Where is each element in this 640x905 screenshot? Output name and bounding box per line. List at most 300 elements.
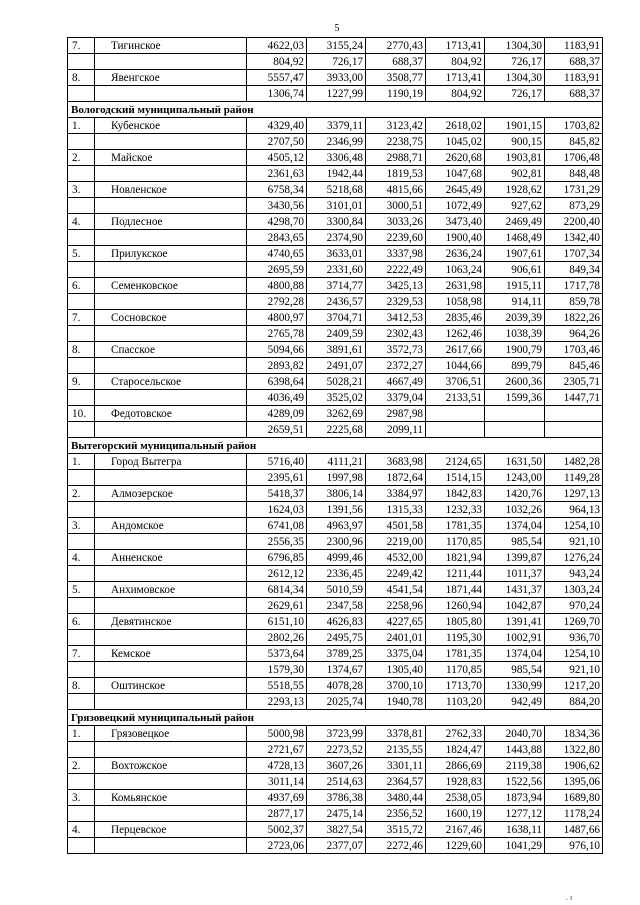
value-cell: 1907,61 [485,246,545,262]
value-cell: 1045,02 [426,134,485,150]
value-cell: 3714,77 [307,278,366,294]
value-cell: 3786,38 [307,790,366,806]
value-cell: 848,48 [545,166,603,182]
value-cell: 2612,12 [247,566,307,582]
settlement-name: Федотовское [95,406,247,422]
value-cell: 4728,13 [247,758,307,774]
table-row [68,646,603,662]
table-row [68,742,603,758]
value-cell: 1713,41 [426,70,485,86]
value-cell: 1183,91 [545,38,603,54]
district-section-row [68,710,603,726]
value-cell: 2514,63 [307,774,366,790]
value-cell: 1038,39 [485,326,545,342]
value-cell: 3789,25 [307,646,366,662]
value-cell: 2258,96 [366,598,426,614]
value-cell: 1374,04 [485,518,545,534]
value-cell: 927,62 [485,198,545,214]
settlement-name [95,166,247,182]
value-cell: 845,46 [545,358,603,374]
table-row [68,326,603,342]
row-number: 1. [68,118,95,134]
value-cell: 1103,20 [426,694,485,710]
value-cell: 1942,44 [307,166,366,182]
value-cell: 1315,33 [366,502,426,518]
value-cell: 1420,76 [485,486,545,502]
value-cell: 1399,87 [485,550,545,566]
value-cell: 1217,20 [545,678,603,694]
value-cell: 1002,91 [485,630,545,646]
value-cell: 4740,65 [247,246,307,262]
row-number [68,198,95,214]
table-row [68,678,603,694]
value-cell: 1781,35 [426,518,485,534]
row-number: 7. [68,38,95,54]
value-cell: 726,17 [485,86,545,102]
table-row [68,550,603,566]
value-cell: 4036,49 [247,390,307,406]
settlement-name [95,470,247,486]
value-cell: 1149,28 [545,470,603,486]
value-cell: 1190,19 [366,86,426,102]
value-cell: 2099,11 [366,422,426,438]
table-row [68,726,603,742]
value-cell: 3375,04 [366,646,426,662]
value-cell: 2636,24 [426,246,485,262]
value-cell: 970,24 [545,598,603,614]
row-number [68,502,95,518]
settlement-name [95,262,247,278]
table-row [68,662,603,678]
value-cell: 1374,04 [485,646,545,662]
value-cell: 902,81 [485,166,545,182]
row-number: 8. [68,678,95,694]
value-cell [426,422,485,438]
value-cell: 5028,21 [307,374,366,390]
value-cell: 1631,50 [485,454,545,470]
value-cell: 1514,15 [426,470,485,486]
row-number [68,774,95,790]
value-cell: 2409,59 [307,326,366,342]
table-row [68,198,603,214]
value-cell: 2347,58 [307,598,366,614]
value-cell: 1276,24 [545,550,603,566]
table-row [68,822,603,838]
row-number: 1. [68,454,95,470]
tariff-table [67,37,603,854]
value-cell: 2556,35 [247,534,307,550]
value-cell: 3425,13 [366,278,426,294]
value-cell: 859,78 [545,294,603,310]
value-cell: 921,10 [545,662,603,678]
value-cell: 914,11 [485,294,545,310]
value-cell: 1391,56 [307,502,366,518]
value-cell: 2364,57 [366,774,426,790]
settlement-name [95,358,247,374]
table-row [68,390,603,406]
value-cell: 1254,10 [545,646,603,662]
table-row [68,598,603,614]
value-cell: 1260,94 [426,598,485,614]
value-cell: 1901,15 [485,118,545,134]
value-cell: 2273,52 [307,742,366,758]
value-cell: 3101,01 [307,198,366,214]
value-cell: 2600,36 [485,374,545,390]
value-cell: 1254,10 [545,518,603,534]
settlement-name [95,198,247,214]
table-row [68,806,603,822]
value-cell: 1227,99 [307,86,366,102]
value-cell: 2225,68 [307,422,366,438]
value-cell: 3891,61 [307,342,366,358]
value-cell [485,422,545,438]
value-cell: 2039,39 [485,310,545,326]
value-cell: 1703,82 [545,118,603,134]
value-cell: 5418,37 [247,486,307,502]
value-cell: 1431,37 [485,582,545,598]
table-row [68,166,603,182]
value-cell: 1600,19 [426,806,485,822]
value-cell: 6796,85 [247,550,307,566]
row-number: 5. [68,246,95,262]
value-cell: 1044,66 [426,358,485,374]
value-cell: 1706,48 [545,150,603,166]
table-row [68,422,603,438]
value-cell: 1195,30 [426,630,485,646]
settlement-name: Алмозерское [95,486,247,502]
value-cell: 1374,67 [307,662,366,678]
value-cell: 2302,43 [366,326,426,342]
table-row [68,614,603,630]
table-row [68,790,603,806]
row-number: 3. [68,790,95,806]
value-cell: 2762,33 [426,726,485,742]
settlement-name [95,54,247,70]
value-cell: 1443,88 [485,742,545,758]
row-number [68,598,95,614]
value-cell: 1834,36 [545,726,603,742]
value-cell: 3000,51 [366,198,426,214]
value-cell: 2124,65 [426,454,485,470]
value-cell: 2238,75 [366,134,426,150]
value-cell: 1824,47 [426,742,485,758]
value-cell: 3515,72 [366,822,426,838]
row-number [68,838,95,854]
value-cell: 4111,21 [307,454,366,470]
table-row [68,582,603,598]
settlement-name: Новленское [95,182,247,198]
value-cell: 1243,00 [485,470,545,486]
settlement-name [95,662,247,678]
row-number: 2. [68,758,95,774]
row-number: 7. [68,646,95,662]
value-cell: 1915,11 [485,278,545,294]
row-number [68,662,95,678]
value-cell: 1262,46 [426,326,485,342]
value-cell: 5557,47 [247,70,307,86]
value-cell: 3123,42 [366,118,426,134]
row-number: 4. [68,550,95,566]
settlement-name: Вохтожское [95,758,247,774]
table-row [68,774,603,790]
district-section-row [68,438,603,454]
table-row [68,758,603,774]
row-number [68,630,95,646]
settlement-name [95,774,247,790]
value-cell: 4532,00 [366,550,426,566]
value-cell: 3572,73 [366,342,426,358]
value-cell: 985,54 [485,534,545,550]
table-row [68,470,603,486]
value-cell: 4227,65 [366,614,426,630]
value-cell: 2491,07 [307,358,366,374]
value-cell: 1997,98 [307,470,366,486]
value-cell: 2843,65 [247,230,307,246]
value-cell: 884,20 [545,694,603,710]
table-row [68,566,603,582]
table-row [68,838,603,854]
value-cell: 688,37 [545,54,603,70]
settlement-name: Сосновское [95,310,247,326]
settlement-name [95,566,247,582]
value-cell: 804,92 [426,54,485,70]
value-cell [545,422,603,438]
table-row [68,230,603,246]
value-cell: 1447,71 [545,390,603,406]
value-cell: 2436,57 [307,294,366,310]
value-cell: 1297,13 [545,486,603,502]
value-cell: 2659,51 [247,422,307,438]
value-cell: 2877,17 [247,806,307,822]
value-cell: 943,24 [545,566,603,582]
value-cell: 3508,77 [366,70,426,86]
value-cell: 1871,44 [426,582,485,598]
value-cell: 4999,46 [307,550,366,566]
value-cell: 2329,53 [366,294,426,310]
settlement-name: Явенгское [95,70,247,86]
settlement-name [95,86,247,102]
value-cell: 2395,61 [247,470,307,486]
value-cell: 2723,06 [247,838,307,854]
settlement-name [95,694,247,710]
value-cell: 4329,40 [247,118,307,134]
settlement-name: Анхимовское [95,582,247,598]
value-cell: 1624,03 [247,502,307,518]
table-row [68,534,603,550]
value-cell: 3933,00 [307,70,366,86]
row-number [68,230,95,246]
row-number [68,470,95,486]
row-number: 9. [68,374,95,390]
value-cell: 2377,07 [307,838,366,854]
value-cell: 1482,28 [545,454,603,470]
value-cell: 2119,38 [485,758,545,774]
value-cell: 4289,09 [247,406,307,422]
table-row [68,278,603,294]
value-cell: 1689,80 [545,790,603,806]
value-cell: 2025,74 [307,694,366,710]
settlement-name [95,806,247,822]
settlement-name: Семенковское [95,278,247,294]
value-cell: 899,79 [485,358,545,374]
value-cell: 2617,66 [426,342,485,358]
value-cell: 5094,66 [247,342,307,358]
value-cell: 6814,34 [247,582,307,598]
value-cell: 1042,87 [485,598,545,614]
value-cell: 1822,26 [545,310,603,326]
row-number [68,294,95,310]
value-cell: 1032,26 [485,502,545,518]
value-cell: 4937,69 [247,790,307,806]
value-cell: 1638,11 [485,822,545,838]
settlement-name: Оштинское [95,678,247,694]
value-cell: 2135,55 [366,742,426,758]
value-cell: 4626,83 [307,614,366,630]
row-number [68,262,95,278]
value-cell: 1342,40 [545,230,603,246]
value-cell: 1011,37 [485,566,545,582]
value-cell: 6151,10 [247,614,307,630]
value-cell: 1322,80 [545,742,603,758]
value-cell: 2300,96 [307,534,366,550]
value-cell: 1821,94 [426,550,485,566]
value-cell: 1211,44 [426,566,485,582]
value-cell: 1900,40 [426,230,485,246]
value-cell: 964,26 [545,326,603,342]
settlement-name: Майское [95,150,247,166]
value-cell: 1731,29 [545,182,603,198]
value-cell: 1579,30 [247,662,307,678]
district-title: Вытегорский муниципальный район [68,438,603,454]
value-cell: 6398,64 [247,374,307,390]
value-cell: 873,29 [545,198,603,214]
value-cell: 936,70 [545,630,603,646]
value-cell: 2695,59 [247,262,307,278]
value-cell: 3301,11 [366,758,426,774]
value-cell: 845,82 [545,134,603,150]
value-cell: 1713,70 [426,678,485,694]
settlement-name: Прилукское [95,246,247,262]
value-cell: 921,10 [545,534,603,550]
value-cell: 2770,43 [366,38,426,54]
value-cell: 2040,70 [485,726,545,742]
value-cell: 4963,97 [307,518,366,534]
value-cell: 2346,99 [307,134,366,150]
value-cell: 3827,54 [307,822,366,838]
settlement-name [95,326,247,342]
row-number [68,694,95,710]
table-row [68,262,603,278]
value-cell: 1305,40 [366,662,426,678]
value-cell: 2792,28 [247,294,307,310]
value-cell: 985,54 [485,662,545,678]
row-number: 3. [68,182,95,198]
table-row [68,294,603,310]
settlement-name: Перцевское [95,822,247,838]
district-section-row [68,102,603,118]
value-cell: 726,17 [307,54,366,70]
value-cell: 1170,85 [426,662,485,678]
value-cell: 3430,56 [247,198,307,214]
settlement-name [95,838,247,854]
value-cell: 1906,62 [545,758,603,774]
row-number: 1. [68,726,95,742]
table-row [68,406,603,422]
value-cell: 3262,69 [307,406,366,422]
value-cell: 5518,55 [247,678,307,694]
value-cell: 2219,00 [366,534,426,550]
value-cell: 3706,51 [426,374,485,390]
value-cell: 2239,60 [366,230,426,246]
value-cell: 2305,71 [545,374,603,390]
settlement-name [95,294,247,310]
value-cell: 3480,44 [366,790,426,806]
row-number [68,422,95,438]
value-cell: 964,13 [545,502,603,518]
settlement-name [95,502,247,518]
value-cell: 3306,48 [307,150,366,166]
district-title: Вологодский муниципальный район [68,102,603,118]
value-cell: 849,34 [545,262,603,278]
value-cell: 900,15 [485,134,545,150]
row-number [68,534,95,550]
value-cell: 1873,94 [485,790,545,806]
value-cell: 2893,82 [247,358,307,374]
value-cell: 6741,08 [247,518,307,534]
table-row [68,134,603,150]
settlement-name: Спасское [95,342,247,358]
value-cell: 2618,02 [426,118,485,134]
row-number [68,134,95,150]
settlement-name: Комьянское [95,790,247,806]
settlement-name [95,134,247,150]
value-cell: 2866,69 [426,758,485,774]
value-cell: 2372,27 [366,358,426,374]
corner-mark: . ı [566,893,573,902]
value-cell: 4667,49 [366,374,426,390]
table-row [68,310,603,326]
value-cell: 4815,66 [366,182,426,198]
value-cell: 2293,13 [247,694,307,710]
value-cell: 3683,98 [366,454,426,470]
value-cell: 6758,34 [247,182,307,198]
value-cell: 3700,10 [366,678,426,694]
value-cell: 2167,46 [426,822,485,838]
settlement-name: Тигинское [95,38,247,54]
value-cell: 976,10 [545,838,603,854]
settlement-name: Кемское [95,646,247,662]
value-cell: 4298,70 [247,214,307,230]
value-cell: 2401,01 [366,630,426,646]
value-cell: 1269,70 [545,614,603,630]
settlement-name [95,742,247,758]
table-row [68,454,603,470]
value-cell: 1903,81 [485,150,545,166]
value-cell: 2249,42 [366,566,426,582]
value-cell: 1487,66 [545,822,603,838]
value-cell: 3723,99 [307,726,366,742]
value-cell: 2331,60 [307,262,366,278]
value-cell: 1391,41 [485,614,545,630]
value-cell: 1717,78 [545,278,603,294]
value-cell: 3633,01 [307,246,366,262]
table-row [68,518,603,534]
value-cell: 5000,98 [247,726,307,742]
value-cell: 3378,81 [366,726,426,742]
value-cell: 1522,56 [485,774,545,790]
value-cell: 4505,12 [247,150,307,166]
table-row [68,486,603,502]
